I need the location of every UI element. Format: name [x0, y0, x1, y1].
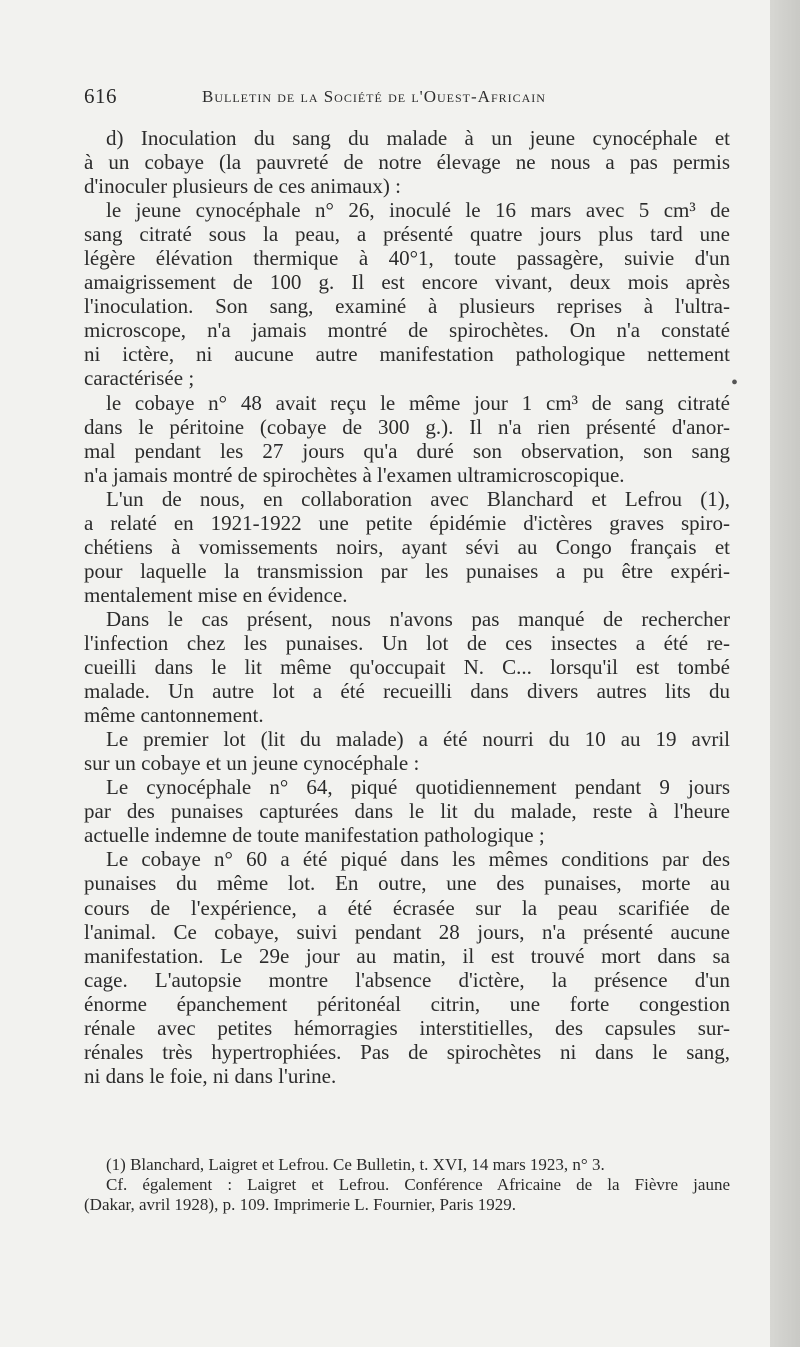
text-line: par des punaises capturées dans le lit du malade, reste à l'heure — [84, 799, 730, 824]
text-line: caractérisée ; — [84, 366, 195, 391]
text-line: mal pendant les 27 jours qu'a duré son observation, son sang — [84, 438, 730, 463]
page-header — [84, 84, 694, 114]
running-title: Bulletin de la Société de l'Ouest-Africain — [202, 87, 546, 106]
text-line: d) Inoculation du sang du malade à un jeune cynocéphale et — [106, 126, 730, 150]
text-line: manifestation. Le 29e jour au matin, il est trouvé mort dans sa — [84, 943, 730, 968]
text-line: l'inoculation. Son sang, examiné à plusieurs reprises à l'ultra- — [84, 294, 730, 319]
page-number: 616 — [84, 84, 117, 108]
text-line: d'inoculer plusieurs de ces animaux) : — [84, 174, 401, 199]
footnote-line: Cf. également : Laigret et Lefrou. Conférence Africaine de la Fièvre jaune — [106, 1175, 730, 1194]
text-line: même cantonnement. — [84, 703, 264, 728]
text-line: Dans le cas présent, nous n'avons pas manqué de rechercher — [106, 606, 730, 631]
text-line: malade. Un autre lot a été recueilli dans divers autres lits du — [84, 679, 730, 704]
margin-mark: • — [731, 372, 739, 394]
text-line: ni ictère, ni aucune autre manifestation pathologique nettement — [84, 342, 730, 367]
body-text — [84, 126, 730, 1088]
text-line: dans le péritoine (cobaye de 300 g.). Il n'a rien présenté d'anor- — [84, 414, 730, 439]
text-line: chétiens à vomissements noirs, ayant sévi au Congo français et — [84, 534, 730, 559]
footnote-line: (Dakar, avril 1928), p. 109. Imprimerie L. Fournier, Paris 1929. — [84, 1195, 517, 1214]
text-line: énorme épanchement péritonéal citrin, une forte congestion — [84, 991, 730, 1016]
text-line: cueilli dans le lit même qu'occupait N. C... lorsqu'il est tombé — [84, 655, 730, 680]
text-line: le cobaye n° 48 avait reçu le même jour 1 cm³ de sang citraté — [106, 390, 730, 415]
text-line: Le premier lot (lit du malade) a été nourri du 10 au 19 avril — [106, 727, 730, 752]
text-line: ni dans le foie, ni dans l'urine. — [84, 1063, 337, 1088]
text-line: amaigrissement de 100 g. Il est encore vivant, deux mois après — [84, 270, 730, 295]
text-line: l'animal. Ce cobaye, suivi pendant 28 jours, n'a présenté aucune — [84, 919, 730, 944]
text-line: légère élévation thermique à 40°1, toute passagère, suivie d'un — [84, 246, 730, 271]
text-line: punaises du même lot. En outre, une des punaises, morte au — [84, 871, 730, 896]
text-line: rénales très hypertrophiées. Pas de spirochètes ni dans le sang, — [84, 1039, 730, 1064]
text-line: mentalement mise en évidence. — [84, 582, 348, 607]
text-line: sang citraté sous la peau, a présenté quatre jours plus tard une — [84, 222, 730, 247]
text-line: à un cobaye (la pauvreté de notre élevage ne nous a pas permis — [84, 150, 730, 175]
footnote-line: (1) Blanchard, Laigret et Lefrou. Ce Bulletin, t. XVI, 14 mars 1923, n° 3. — [106, 1155, 605, 1174]
text-line: actuelle indemne de toute manifestation pathologique ; — [84, 823, 545, 848]
text-line: sur un cobaye et un jeune cynocéphale : — [84, 751, 420, 776]
text-line: le jeune cynocéphale n° 26, inoculé le 16 mars avec 5 cm³ de — [106, 198, 730, 223]
footnotes — [84, 1155, 730, 1215]
text-line: microscope, n'a jamais montré de spirochètes. On n'a constaté — [84, 318, 730, 343]
text-line: cage. L'autopsie montre l'absence d'ictère, la présence d'un — [84, 967, 730, 992]
text-line: l'infection chez les punaises. Un lot de ces insectes a été re- — [84, 630, 730, 655]
page-edge — [770, 0, 800, 1347]
text-line: cours de l'expérience, a été écrasée sur la peau scarifiée de — [84, 895, 730, 920]
text-line: L'un de nous, en collaboration avec Blanchard et Lefrou (1), — [106, 486, 730, 511]
text-line: n'a jamais montré de spirochètes à l'examen ultramicroscopique. — [84, 462, 625, 487]
text-line: rénale avec petites hémorragies interstitielles, des capsules sur- — [84, 1015, 730, 1040]
text-line: Le cynocéphale n° 64, piqué quotidiennement pendant 9 jours — [106, 775, 730, 800]
text-line: Le cobaye n° 60 a été piqué dans les mêmes conditions par des — [106, 847, 730, 872]
text-line: a relaté en 1921-1922 une petite épidémie d'ictères graves spiro- — [84, 510, 730, 535]
text-line: pour laquelle la transmission par les punaises a pu être expéri- — [84, 558, 730, 583]
